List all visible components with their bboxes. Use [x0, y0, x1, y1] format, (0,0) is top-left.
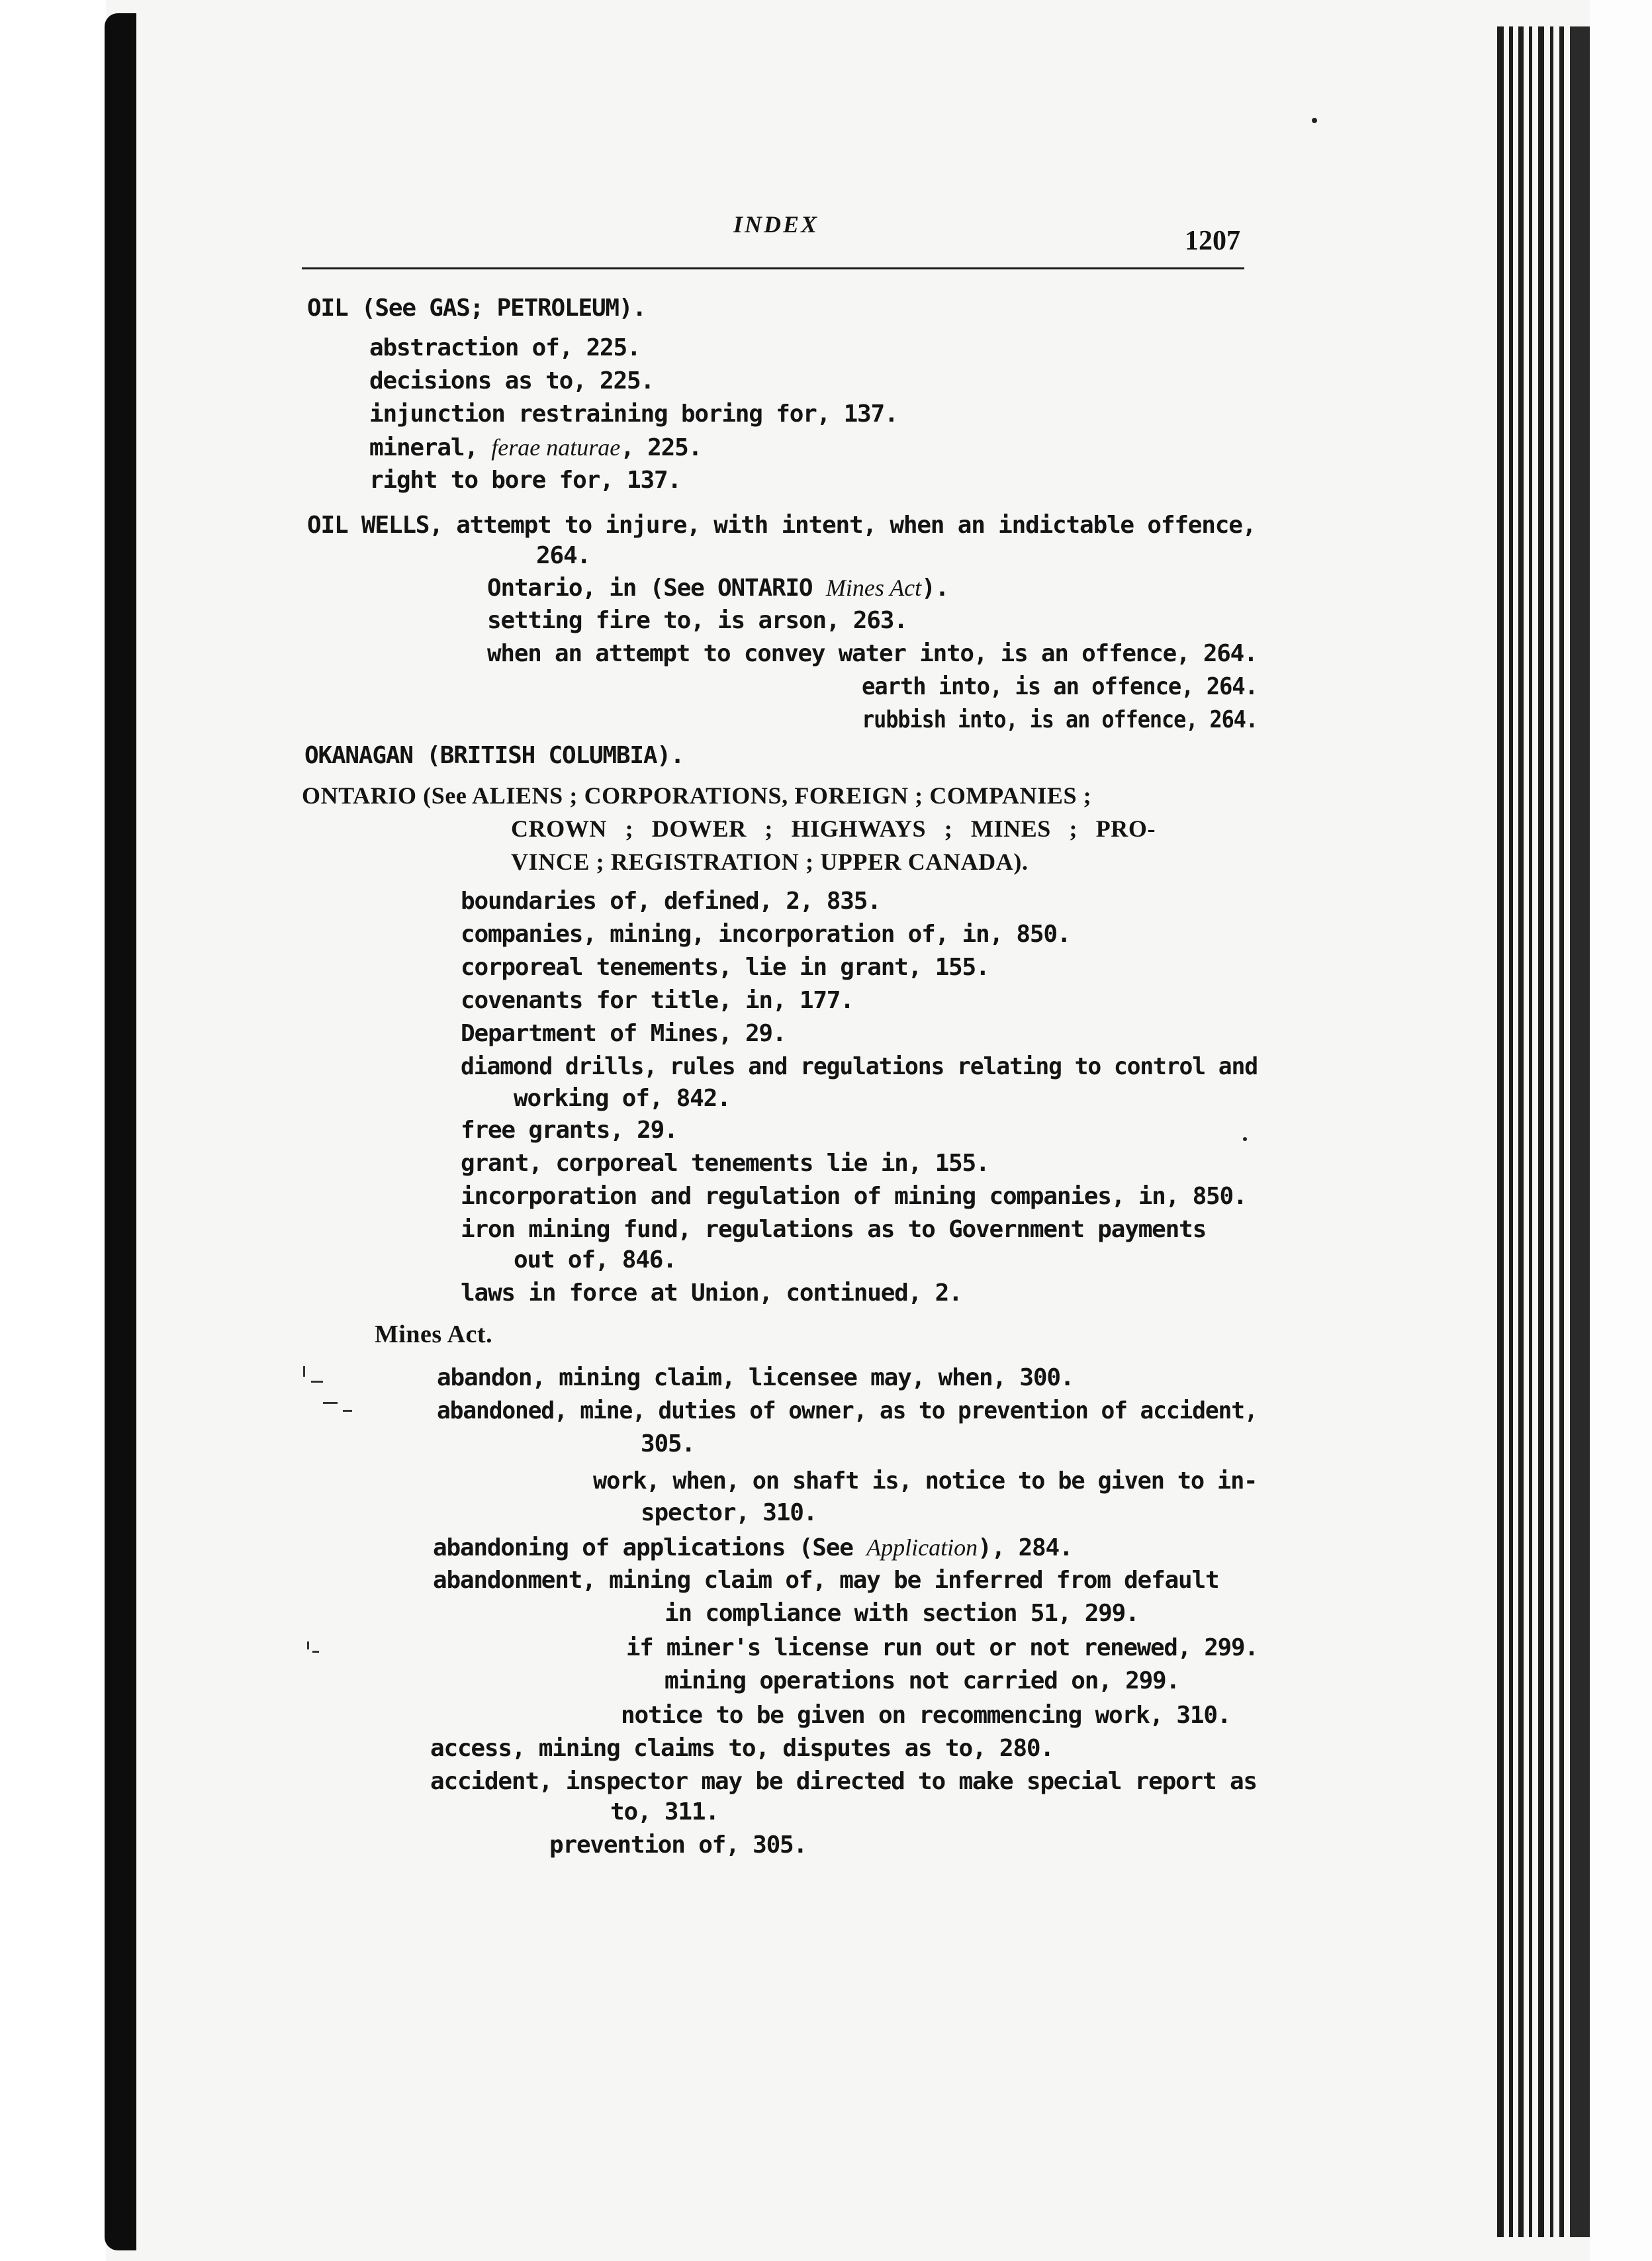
index-continuation: out of, 846. — [514, 1246, 676, 1273]
margin-mark — [312, 1651, 319, 1653]
index-subentry: Ontario, in (See ONTARIO Mines Act). — [487, 575, 949, 602]
index-subentry: abandon, mining claim, licensee may, when, 300. — [437, 1364, 1074, 1391]
index-subentry: when an attempt to convey water into, is an offence, 264. — [487, 640, 1258, 667]
left-margin — [0, 0, 106, 2261]
index-continuation: spector, 310. — [641, 1499, 817, 1526]
right-margin — [1590, 0, 1652, 2261]
index-subentry: work, when, on shaft is, notice to be given to in- — [593, 1467, 1258, 1495]
index-entry: OIL WELLS, attempt to injure, with intent, when an indictable offence, — [307, 512, 1256, 539]
index-subentry: covenants for title, in, 177. — [461, 987, 854, 1014]
index-entry: ONTARIO (See ALIENS ; CORPORATIONS, FOREIGN ; COMPANIES ; — [302, 782, 1092, 809]
index-subentry: prevention of, 305. — [549, 1831, 807, 1859]
margin-mark — [307, 1641, 309, 1649]
index-subentry: right to bore for, 137. — [369, 467, 681, 494]
header-rule — [302, 267, 1244, 269]
index-entry: OKANAGAN (BRITISH COLUMBIA). — [304, 742, 684, 769]
index-continuation: 264. — [536, 542, 590, 569]
margin-mark — [311, 1381, 323, 1383]
margin-mark — [303, 1366, 305, 1377]
index-entry: OIL (See GAS; PETROLEUM). — [307, 295, 646, 322]
index-continuation: CROWN ; DOWER ; HIGHWAYS ; MINES ; PRO- — [511, 815, 1156, 842]
index-subentry: diamond drills, rules and regulations relating to control and — [461, 1053, 1258, 1080]
index-subentry: abandoning of applications (See Application), 284. — [433, 1534, 1073, 1561]
index-subentry: mineral, ferae naturae, 225. — [369, 434, 702, 461]
index-continuation: to, 311. — [610, 1798, 719, 1825]
book-gutter-shadow — [105, 13, 138, 2250]
margin-mark — [323, 1402, 338, 1404]
index-subentry: setting fire to, is arson, 263. — [487, 607, 907, 634]
index-continuation: VINCE ; REGISTRATION ; UPPER CANADA). — [511, 849, 1029, 875]
index-subentry: companies, mining, incorporation of, in, 850. — [461, 921, 1071, 948]
index-subentry: grant, corporeal tenements lie in, 155. — [461, 1150, 989, 1177]
index-subentry: abandoned, mine, duties of owner, as to prevention of accident, — [437, 1397, 1258, 1424]
index-subentry: if miner's license run out or not renewed, 299. — [626, 1634, 1258, 1661]
index-continuation: in compliance with section 51, 299. — [665, 1600, 1139, 1627]
index-subentry: injunction restraining boring for, 137. — [369, 400, 898, 428]
index-subentry: incorporation and regulation of mining companies, in, 850. — [461, 1183, 1247, 1210]
index-subentry: decisions as to, 225. — [369, 367, 654, 394]
page-number: 1207 — [1185, 226, 1240, 256]
index-subentry: earth into, is an offence, 264. — [862, 673, 1258, 700]
index-subentry: Department of Mines, 29. — [461, 1020, 786, 1047]
page-edges — [1497, 26, 1590, 2237]
page-paper — [136, 0, 1504, 2261]
index-subentry: accident, inspector may be directed to make special report as — [430, 1768, 1257, 1795]
speck — [1243, 1137, 1247, 1141]
speck — [1312, 118, 1317, 123]
index-continuation: 305. — [641, 1430, 695, 1457]
index-subentry: boundaries of, defined, 2, 835. — [461, 888, 881, 915]
index-subentry: access, mining claims to, disputes as to, 280. — [430, 1735, 1054, 1762]
index-subentry: free grants, 29. — [461, 1117, 678, 1144]
index-subentry: abstraction of, 225. — [369, 334, 641, 361]
index-subentry: laws in force at Union, continued, 2. — [461, 1279, 962, 1307]
margin-mark — [343, 1410, 352, 1412]
running-header: INDEX — [733, 211, 819, 238]
index-subentry: iron mining fund, regulations as to Government payments — [461, 1216, 1207, 1243]
index-continuation: working of, 842. — [514, 1085, 731, 1112]
index-subentry: mining operations not carried on, 299. — [665, 1667, 1180, 1694]
section-heading: Mines Act. — [375, 1320, 493, 1348]
index-subentry: corporeal tenements, lie in grant, 155. — [461, 954, 989, 981]
index-subentry: abandonment, mining claim of, may be inferred from default — [433, 1567, 1219, 1594]
index-subentry: rubbish into, is an offence, 264. — [862, 706, 1258, 733]
index-subentry: notice to be given on recommencing work, 310. — [621, 1702, 1231, 1729]
